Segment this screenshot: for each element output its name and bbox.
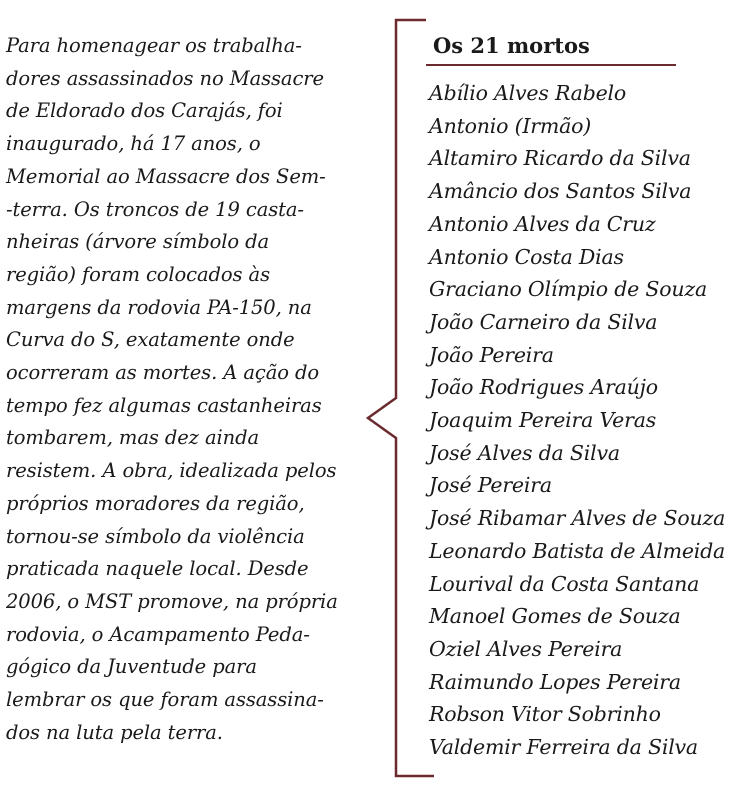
list-item: José Ribamar Alves de Souza xyxy=(429,506,726,531)
list-item: Altamiro Ricardo da Silva xyxy=(429,146,691,171)
article-line: tempo fez algumas castanheiras xyxy=(6,393,322,417)
list-item: João Pereira xyxy=(429,342,554,367)
article-line: lembrar os que foram assassina- xyxy=(6,688,324,712)
list-item: Antonio (Irmão) xyxy=(429,113,592,138)
list-item: Robson Vitor Sobrinho xyxy=(429,702,661,727)
article-line: dos na luta pela terra. xyxy=(6,720,223,744)
article-line: Memorial ao Massacre dos Sem- xyxy=(6,164,326,188)
article-line: ocorreram as mortes. A ação do xyxy=(6,361,319,385)
list-item: Lourival da Costa Santana xyxy=(429,571,700,596)
article-line: rodovia, o Acampamento Peda- xyxy=(6,622,310,646)
article-line: próprios moradores da região, xyxy=(6,491,305,515)
list-item: Abílio Alves Rabelo xyxy=(429,81,627,105)
article-line: 2006, o MST promove, na própria xyxy=(6,589,338,613)
article-paragraph xyxy=(6,30,356,749)
article-line: gógico da Juventude para xyxy=(6,655,257,679)
list-item: Oziel Alves Pereira xyxy=(429,636,623,661)
list-item: Joaquim Pereira Veras xyxy=(429,408,657,433)
list-item: José Pereira xyxy=(429,473,552,498)
article-line: praticada naquele local. Desde xyxy=(6,557,309,581)
article-line: região) foram colocados às xyxy=(6,262,270,286)
article-line: de Eldorado dos Carajás, foi xyxy=(6,99,283,123)
names-list xyxy=(429,77,725,764)
sidebar-title: Os 21 mortos xyxy=(433,33,590,58)
list-item: Antonio Alves da Cruz xyxy=(429,211,656,236)
list-item: José Alves da Silva xyxy=(429,440,620,465)
list-item: Leonardo Batista de Almeida xyxy=(429,538,726,563)
list-item: Amâncio dos Santos Silva xyxy=(429,179,692,204)
list-item: Valdemir Ferreira da Silva xyxy=(429,735,698,760)
list-item: Antonio Costa Dias xyxy=(429,244,624,269)
list-item: Graciano Olímpio de Souza xyxy=(429,277,707,302)
article-line: -terra. Os troncos de 19 casta- xyxy=(6,197,304,221)
title-underline xyxy=(426,64,676,66)
article-line: resistem. A obra, idealizada pelos xyxy=(6,459,337,483)
article-line: Para homenagear os trabalha- xyxy=(6,34,302,57)
article-line: tombarem, mas dez ainda xyxy=(6,426,259,450)
article-line: nheiras (árvore símbolo da xyxy=(6,230,270,254)
bracket-line xyxy=(368,20,434,776)
article-line: tornou-se símbolo da violência xyxy=(6,524,305,548)
article-line: dores assassinados no Massacre xyxy=(6,66,324,90)
article-line: margens da rodovia PA-150, na xyxy=(6,295,312,319)
list-item: Raimundo Lopes Pereira xyxy=(429,669,681,694)
article-line: inaugurado, há 17 anos, o xyxy=(6,132,261,156)
article-line: Curva do S, exatamente onde xyxy=(6,328,295,352)
list-item: João Carneiro da Silva xyxy=(429,309,658,334)
list-item: João Rodrigues Araújo xyxy=(429,375,658,400)
list-item: Manoel Gomes de Souza xyxy=(429,604,681,629)
